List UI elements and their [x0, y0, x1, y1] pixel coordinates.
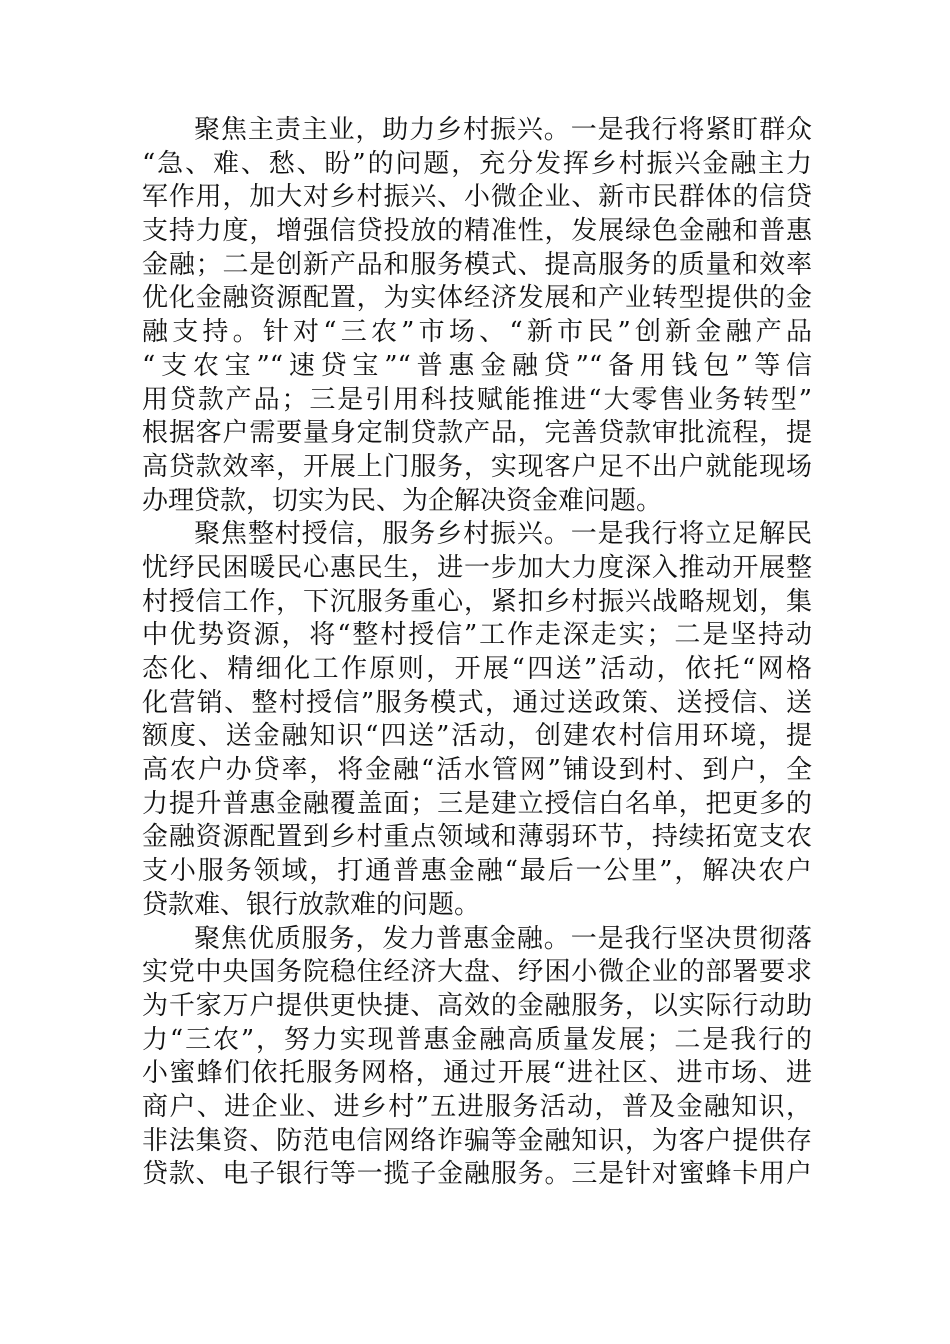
paragraph-line: 态化、精细化工作原则，开展“四送”活动，依托“网格 [142, 654, 812, 684]
paragraph-line: 聚焦优质服务，发力普惠金融。一是我行坚决贯彻落 [194, 923, 812, 954]
paragraph-line: 融支持。针对“三农”市场、“新市民”创新金融产品 [142, 317, 812, 348]
paragraph-line: 聚焦主责主业，助力乡村振兴。一是我行将紧盯群众 [194, 115, 812, 145]
paragraph-line: 额度、送金融知识“四送”活动，创建农村信用环境，提 [142, 721, 812, 752]
paragraph-line: 军作用，加大对乡村振兴、小微企业、新市民群体的信贷 [142, 182, 812, 213]
paragraph-line: 力“三农”，努力实现普惠金融高质量发展；二是我行的 [142, 1024, 812, 1055]
paragraph-line: 金融；二是创新产品和服务模式、提高服务的质量和效率 [142, 249, 812, 280]
paragraph-line: “急、难、愁、盼”的问题，充分发挥乡村振兴金融主力 [142, 148, 812, 179]
paragraph-line: “支农宝”“速贷宝”“普惠金融贷”“备用钱包”等信 [142, 350, 812, 381]
paragraph-line: 为千家万户提供更快捷、高效的金融服务，以实际行动助 [142, 990, 812, 1021]
paragraph-line: 贷款难、银行放款难的问题。 [142, 889, 481, 920]
paragraph-line: 力提升普惠金融覆盖面；三是建立授信白名单，把更多的 [142, 788, 812, 819]
paragraph-line: 支持力度，增强信贷投放的精准性，发展绿色金融和普惠 [142, 216, 812, 247]
paragraph-line: 化营销、整村授信”服务模式，通过送政策、送授信、送 [142, 687, 812, 718]
paragraph-line: 商户、进企业、进乡村”五进服务活动，普及金融知识， [142, 1091, 812, 1122]
paragraph-line: 贷款、电子银行等一揽子金融服务。三是针对蜜蜂卡用户 [142, 1159, 812, 1190]
paragraph-line: 根据客户需要量身定制贷款产品，完善贷款审批流程，提 [142, 418, 812, 449]
paragraph-line: 用贷款产品；三是引用科技赋能推进“大零售业务转型” [142, 384, 812, 415]
paragraph-village-credit [142, 518, 812, 922]
paragraph-line: 中优势资源，将“整村授信”工作走深走实；二是坚持动 [142, 620, 812, 651]
paragraph-line: 实党中央国务院稳住经济大盘、纾困小微企业的部署要求 [142, 957, 812, 988]
paragraph-line: 村授信工作，下沉服务重心，紧扣乡村振兴战略规划，集 [142, 586, 812, 617]
paragraph-line: 优化金融资源配置，为实体经济发展和产业转型提供的金 [142, 283, 812, 314]
paragraph-line: 高贷款效率，开展上门服务，实现客户足不出户就能现场 [142, 451, 812, 482]
paragraph-rural-revitalization [142, 114, 812, 518]
paragraph-line: 金融资源配置到乡村重点领域和薄弱环节，持续拓宽支农 [142, 822, 812, 853]
paragraph-line: 办理贷款，切实为民、为企解决资金难问题。 [142, 485, 663, 516]
paragraph-line: 高农户办贷率，将金融“活水管网”铺设到村、到户，全 [142, 755, 812, 786]
paragraph-line: 聚焦整村授信，服务乡村振兴。一是我行将立足解民 [194, 519, 812, 550]
document-body [142, 114, 812, 1192]
paragraph-inclusive-finance [142, 923, 812, 1193]
paragraph-line: 非法集资、防范电信网络诈骗等金融知识，为客户提供存 [142, 1125, 812, 1156]
paragraph-line: 支小服务领域，打通普惠金融“最后一公里”，解决农户 [142, 856, 812, 887]
paragraph-line: 忧纾民困暖民心惠民生，进一步加大力度深入推动开展整 [142, 552, 812, 583]
paragraph-line: 小蜜蜂们依托服务网格，通过开展“进社区、进市场、进 [142, 1058, 812, 1089]
